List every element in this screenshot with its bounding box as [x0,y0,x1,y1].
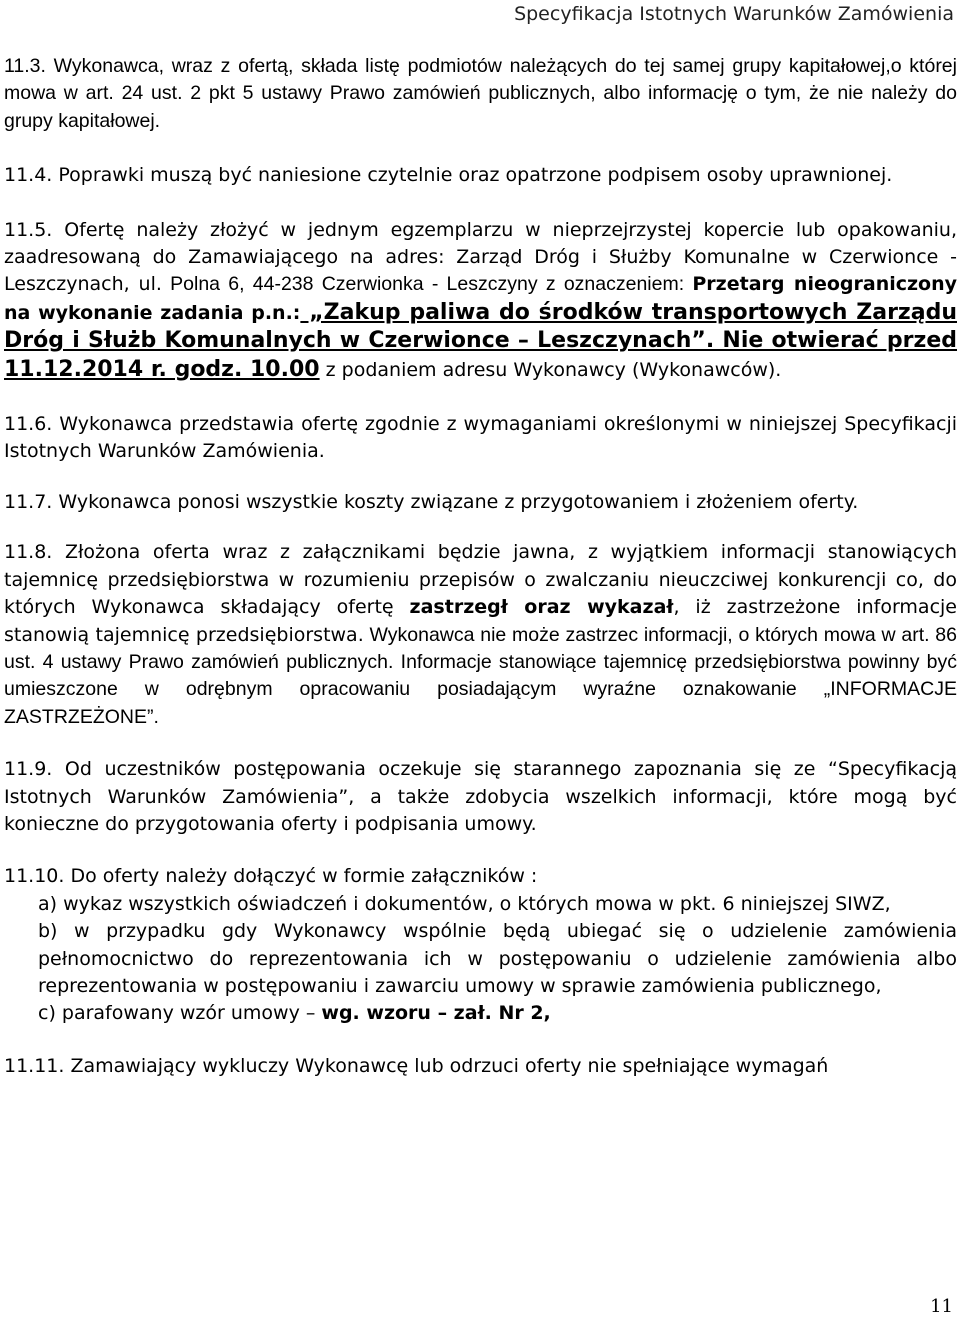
p11-5-bold: Przetarg nieograniczony na wykonanie zadania p.n.: [4,273,958,324]
paragraph-11-7: 11.7. Wykonawca ponosi wszystkie koszty związane z przygotowaniem i złożeniem oferty. [4,490,859,513]
paragraph-11-8 [4,539,957,731]
item-c-bold: wg. wzoru – zał. Nr 2, [321,1002,551,1025]
paragraph-11-9: 11.9. Od uczestników postępowania oczekuje się starannego zapoznania się ze “Specyfikacją Istotnych Warunków Zamówienia”, a także zdobycia wszelkich informacji, które mogą być konieczne do przygotowania oferty i podpisania umowy. [4,758,957,835]
paragraph-11-6: 11.6. Wykonawca przedstawia ofertę zgodnie z wymaganiami określonymi w niniejszej Specyfikacji Istotnych Warunków Zamówienia. [4,413,957,463]
paragraph-11-11: 11.11. Zamawiający wykluczy Wykonawcę lub odrzuci oferty nie spełniające wymagań [4,1054,829,1077]
p11-8-text: 11.8. Złożona oferta wraz z załącznikami będzie jawna, z wyjątkiem informacji stanowiących tajemnicę przedsiębiorstwa w rozumieniu przepisów o zwalczaniu nieuczciwej konkurencji co, do których Wykonawca składający ofertę [4,541,957,619]
paragraph-11-3: 11.3. Wykonawca, wraz z ofertą, składa listę podmiotów należących do tej samej grupy kapitałowej,o której mowa w art. 24 ust. 2 pkt 5 ustawy Prawo zamówień publicznych, albo informację o tym, że nie należy do grupy kapitałowej. [4,55,957,132]
document-body [4,53,957,1080]
attachment-item-c [38,1000,957,1027]
attachment-item-a: a) wykaz wszystkich oświadczeń i dokumentów, o których mowa w pkt. 6 niniejszej SIWZ, [38,892,891,915]
page-header: Specyfikacja Istotnych Warunków Zamówienia [514,3,954,25]
p11-8-text2: , iż zastrzeżone informacje stanowią tajemnicę przedsiębiorstwa. [4,596,957,646]
page-number: 11 [930,1296,953,1317]
paragraph-11-5 [4,217,957,384]
paragraph-11-10: 11.10. Do oferty należy dołączyć w formie załączników : [4,865,538,888]
p11-8-bold: zastrzegł oraz wykazał [409,596,674,619]
p11-5-text: 11.5. Ofertę należy złożyć w jednym egzemplarzu w nieprzejrzystej kopercie lub opakowaniu, zaadresowaną do Zamawiającego na adres: Zarząd Dróg i Służby Komunalne w Czerwionce - Leszczynach, ul. [4,218,957,296]
p11-5-tail: z podaniem adresu Wykonawcy (Wykonawców). [319,358,782,381]
paragraph-11-4: 11.4. Poprawki muszą być naniesione czytelnie oraz opatrzone podpisem osoby uprawnionej. [4,164,893,187]
p11-5-title: „Zakup paliwa do środków transportowych Zarządu Dróg i Służb Komunalnych w Czerwionce – Leszczynach”. Nie otwierać przed 11.12.2014 r. godz. 10.00 [4,299,957,382]
p11-5-address: Polna 6, 44-238 Czerwionka - Leszczyny z oznaczeniem: [161,273,693,296]
attachment-item-b: b) w przypadku gdy Wykonawcy wspólnie będą ubiegać się o udzielenie zamówienia pełnomocnictwo do reprezentowania ich w postępowaniu o udzielenie zamówienia albo reprezentowania w postępowaniu i zawarciu umowy w sprawie zamówienia publicznego, [38,920,957,997]
p11-8-text4: Informacje stanowiące tajemnicę przedsiębiorstwa powinny być umieszczone w odrębnym opracowaniu posiadającym wyraźne oznakowanie „INFORMACJE ZASTRZEŻONE”. [4,650,958,728]
item-c-text: c) parafowany wzór umowy – [38,1002,322,1025]
p11-8-text3: Wykonawca nie może zastrzec informacji, o których mowa w art. 86 ust. 4 ustawy Prawo zamówień publicznych. [4,623,957,673]
